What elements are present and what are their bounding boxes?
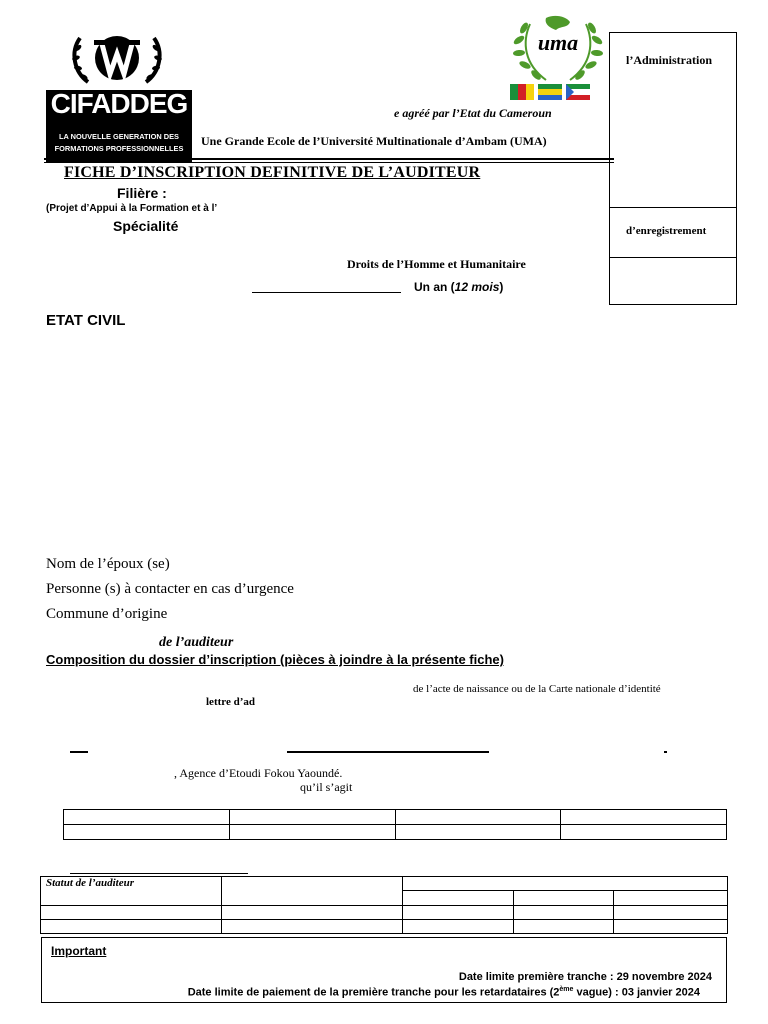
projet-line: (Projet d’Appui à la Formation et à l’ bbox=[46, 203, 218, 214]
uma-logo bbox=[510, 12, 606, 104]
cifaddeg-logo bbox=[44, 30, 190, 160]
table-row bbox=[64, 825, 727, 840]
agence-line: , Agence d’Etoudi Fokou Yaoundé. bbox=[174, 766, 343, 780]
approved-line: e agréé par l’Etat du Cameroun bbox=[394, 106, 552, 120]
cifaddeg-logo-text: CIFADDEG bbox=[50, 88, 188, 119]
auditeur-note: de l’auditeur bbox=[159, 635, 234, 650]
statut-row-2 bbox=[40, 919, 728, 920]
statut-row-1 bbox=[40, 905, 728, 906]
table-cell[interactable] bbox=[229, 825, 395, 840]
cifaddeg-emblem-icon bbox=[44, 30, 190, 90]
table-cell[interactable] bbox=[561, 810, 727, 825]
duration-field bbox=[414, 280, 503, 294]
cameroon-flag-icon bbox=[510, 84, 534, 100]
admin-top-label: l’Administration bbox=[626, 53, 713, 67]
admin-box bbox=[609, 32, 737, 305]
dossier-heading: Composition du dossier d’inscription (pièces à joindre à la présente fiche) bbox=[46, 652, 504, 667]
specialite-label: Spécialité bbox=[113, 218, 179, 234]
school-line: Une Grande Ecole de l’Université Multinationale d’Ambam (UMA) bbox=[201, 134, 547, 148]
specialite-value: Droits de l’Homme et Humanitaire bbox=[347, 257, 526, 271]
commune-field-label: Commune d’origine bbox=[46, 606, 168, 622]
acte-line: de l’acte de naissance ou de la Carte nationale d’identité bbox=[413, 683, 661, 695]
statut-border-bottom bbox=[40, 933, 728, 934]
header-rule-top bbox=[44, 158, 614, 160]
form-title: FICHE D’INSCRIPTION DEFINITIVE DE L’AUDITEUR bbox=[64, 164, 481, 181]
equatorial-guinea-flag-icon bbox=[566, 84, 590, 100]
statut-table bbox=[40, 876, 728, 934]
header-rule-bottom bbox=[44, 162, 614, 163]
duration-close: ) bbox=[499, 280, 504, 294]
table-cell[interactable] bbox=[395, 825, 561, 840]
duration-label: Un an ( bbox=[414, 280, 455, 294]
deadline-2-post: vague) : 03 janvier 2024 bbox=[573, 986, 700, 999]
table-cell[interactable] bbox=[395, 810, 561, 825]
deadline-2-pre: Date limite de paiement de la première tranche pour les retardataires (2 bbox=[187, 986, 560, 999]
important-box bbox=[41, 937, 727, 1003]
pieces-table bbox=[63, 809, 727, 840]
statut-col-4 bbox=[613, 890, 614, 934]
gabon-flag-icon bbox=[538, 84, 562, 100]
lettre-line: lettre d’ad bbox=[206, 696, 255, 708]
dossier-line-long bbox=[287, 751, 489, 753]
cifaddeg-tagline-2: FORMATIONS PROFESSIONNELLES bbox=[54, 144, 184, 153]
statut-label: Statut de l’auditeur bbox=[46, 877, 135, 889]
statut-col-3 bbox=[513, 890, 514, 934]
deadline-2 bbox=[188, 986, 700, 999]
uma-logo-text: uma bbox=[537, 30, 579, 55]
table-row bbox=[64, 810, 727, 825]
agit-line: qu’il s’agit bbox=[300, 780, 353, 794]
statut-top-rule bbox=[70, 873, 248, 874]
filiere-label: Filière : bbox=[117, 185, 167, 201]
contact-field-label: Personne (s) à contacter en cas d’urgence bbox=[46, 581, 294, 597]
spouse-field-label: Nom de l’époux (se) bbox=[46, 556, 170, 572]
duration-underline bbox=[252, 292, 401, 293]
statut-subrow-1 bbox=[402, 890, 728, 891]
table-cell[interactable] bbox=[229, 810, 395, 825]
statut-border-top-right bbox=[402, 876, 728, 877]
etat-civil-heading: ETAT CIVIL bbox=[46, 312, 126, 329]
important-heading: Important bbox=[51, 944, 107, 958]
table-cell[interactable] bbox=[561, 825, 727, 840]
admin-divider-1 bbox=[610, 207, 736, 208]
deadline-1: Date limite première tranche : 29 novembre 2024 bbox=[458, 971, 712, 983]
table-cell[interactable] bbox=[64, 810, 230, 825]
deadline-2-sup: ème bbox=[559, 986, 574, 993]
duration-italic: 12 mois bbox=[454, 280, 500, 294]
cifaddeg-logo-box bbox=[46, 90, 192, 162]
dossier-line-short bbox=[70, 751, 88, 753]
dossier-dot bbox=[664, 751, 667, 753]
table-cell[interactable] bbox=[64, 825, 230, 840]
cifaddeg-tagline-1: LA NOUVELLE GENERATION DES bbox=[59, 132, 179, 141]
admin-mid-label: d’enregistrement bbox=[626, 225, 707, 237]
admin-divider-2 bbox=[610, 257, 736, 258]
